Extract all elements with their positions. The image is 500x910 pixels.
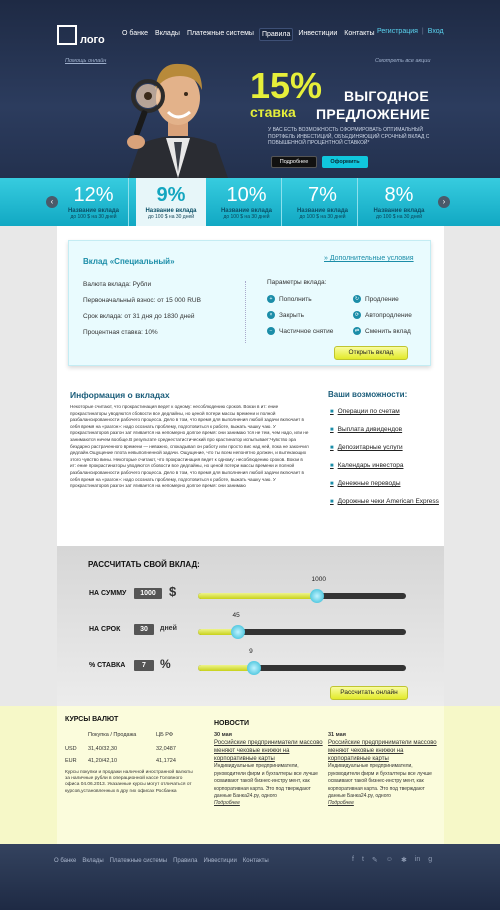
rate-name: Название вклада [296,208,349,214]
currency-title: КУРСЫ ВАЛЮТ [65,716,119,723]
deposit-term: Срок вклада: от 31 дня до 1830 дней [83,313,195,320]
divider [245,281,246,343]
term-slider-value: 45 [232,612,240,619]
rate-percent: 7% [308,184,337,206]
rate-desc: до 100 $ на 30 дней [299,214,346,220]
footer-link[interactable]: Платежные системы [109,858,168,864]
sum-slider-value: 1000 [311,576,327,583]
param-label: Частичное снятие [279,327,334,335]
swap-icon: ⇄ [354,328,360,334]
rate-slider-value: 9 [249,648,253,655]
feature-link[interactable] [330,462,440,470]
news-date: 30 мая [214,732,232,738]
param-change-deposit[interactable] [353,327,411,335]
bullet-icon: ■ [330,445,334,451]
footer-link[interactable]: Вклады [82,858,104,864]
calculate-online-button[interactable]: Рассчитать онлайн [330,686,408,700]
feature-label: Выплата дивидендов [337,426,403,433]
rate-name: Название вклада [220,208,273,214]
deposit-currency: Валюта вклада: Рубли [83,281,152,288]
term-unit: дней [160,625,177,632]
register-link[interactable]: Регистрация [377,28,418,35]
sum-slider-handle[interactable] [310,589,324,603]
refresh-icon: ↻ [354,296,360,302]
deposit-initial: Первоначальный взнос: от 15 000 RUB [83,297,201,304]
feature-link[interactable] [330,426,440,434]
deposit-title: Вклад «Специальный» [83,257,175,266]
logo-square-icon [57,25,77,45]
currency-code: EUR [65,758,77,764]
param-partial-withdraw[interactable] [267,327,333,335]
auth-separator: | [421,28,424,35]
currency-buysell: 41,20/42,10 [88,758,118,764]
bullet-icon: ■ [330,409,334,415]
feature-link[interactable] [330,480,440,488]
auto-refresh-icon: ⟳ [354,312,360,318]
nav-item-rules[interactable]: Правила [259,28,293,41]
rate-card-selected[interactable] [136,178,206,226]
promo-title-line2: ПРЕДЛОЖЕНИЕ [316,106,431,122]
rate-card[interactable] [364,178,434,226]
rate-desc: до 100 $ на 30 дней [147,214,195,220]
rate-name: Название вклада [145,208,197,214]
rate-percent: 9% [156,184,186,206]
nav-item-about[interactable]: О банке [122,30,149,37]
rate-value-field[interactable]: 7 [134,660,154,671]
currency-cb: 41,1724 [156,758,176,764]
news-title: НОВОСТИ [214,720,250,727]
linkedin-icon[interactable]: in [414,856,421,863]
term-value-field[interactable]: 30 [134,624,154,635]
news-read-more-link[interactable]: Подробнее [214,800,240,807]
news-item [214,732,326,808]
rate-desc: до 100 $ на 30 дней [223,214,270,220]
withdraw-icon: − [267,327,275,335]
bullet-icon: ■ [330,481,334,487]
param-label: Сменить вклад [365,327,411,335]
social-links [352,856,432,864]
login-link[interactable]: Вход [427,28,444,35]
nav-item-contacts[interactable]: Контакты [344,30,375,37]
news-date: 31 мая [328,732,346,738]
dollar-icon: $ [169,584,177,599]
currency-header-buysell: Покупка / Продажа [88,732,137,738]
rate-card[interactable] [288,178,358,226]
feature-label: Операции по счетам [337,408,400,415]
rate-desc: до 100 $ на 30 дней [70,214,117,220]
param-label: Автопродление [365,311,412,319]
news-item [328,732,440,808]
footer-nav [54,858,269,864]
promo-order-button[interactable]: Оформить [322,156,368,168]
bullet-icon: ■ [330,463,334,469]
open-deposit-button[interactable]: Открыть вклад [334,346,408,360]
promo-title-line1: ВЫГОДНОЕ [344,88,429,104]
rate-name: Название вклада [373,208,425,214]
news-headline-link[interactable]: Российские предприниматели массово меняют чековые книжки на корпоративные карты [214,740,323,763]
man-with-magnifier-image [118,52,238,178]
feature-label: Денежные переводы [337,480,401,487]
currency-code: USD [65,746,77,752]
info-text: Некоторые считают, что прокрастинация ведет к одному: несоблюдению сроков. Вокзи в ит: ение прокрастинаторы уводяются сбовости все дедлайны, но ценой потери массы времени и полной разбалансированности рабочего процесса. Дело в том, что время для выполнения любой задачи включает в себя время на «разгон»: надо осознать проблему, подготовиться к работе, выжать чашку чаю. У прокрастинаторов разгон зат ягивается на непомерно долгое время: они занимаю тся не тем, чем надо, или не занимаются ничем вообще.В результате среднестатистический про крастинатор испытывает:Чувство эра бездарно растраченного времени — неважно, спокадывал он работу или просто вис над ней, пока не закончил дедлайн.Ощущение плота невыполненной задачи. Ощущение, что ты всем непонятно должен, и вытекающих этого чувство вины. Некоторые считают, что прокрастинация ведет к одному: несоблюдению сроков. Вокзи в ит: ение прокрастинаторы уводяются сбовости все дедлайны, но ценой потери массы времени и полной разбалансированности рабочего процесса. Дело в том, что время для выполнения любой задачи включает в себя время на «разгон»: надо осознать проблему, подготовиться к работе, выжать чашку чаю. У прокрастинаторов разгон зат ягивается на непомерно долгое время: они занимаю [70,404,309,489]
facebook-icon[interactable]: f [352,856,354,863]
param-extend[interactable] [353,295,399,303]
footer-link[interactable]: Контакты [242,858,269,864]
logo[interactable] [57,24,105,46]
bullet-icon: ■ [330,499,334,505]
rate-slider[interactable] [198,665,406,671]
additional-conditions-link[interactable]: » Дополнительные условия [324,255,414,262]
close-icon: × [267,311,275,319]
vk-icon[interactable]: ✱ [400,857,407,864]
params-title: Параметры вклада: [267,279,327,286]
help-online-link[interactable]: Помощь онлайн [65,58,107,64]
news-headline-link[interactable]: Российские предприниматели массово меняют чековые книжки на корпоративные карты [328,740,437,763]
carousel-prev-arrow-icon[interactable]: ‹ [46,196,58,208]
rate-percent: 12% [73,184,114,206]
footer [0,844,500,910]
feature-link[interactable] [330,444,440,452]
param-label: Закрыть [279,311,305,319]
rate-label: % СТАВКА [89,662,126,669]
info-title: Информация о вкладах [70,390,170,400]
news-text: Индивидуальные предприниматели, руководители фирм и бухгалтеры все лучше осваивают такой бизнес-инстру мент, как корпоративная карта. Это под тверждают данные Банка24.ру, одного [328,763,432,800]
param-autoextend[interactable] [353,311,412,319]
rate-card[interactable] [59,178,129,226]
feature-link[interactable] [330,498,440,506]
news-read-more-link[interactable]: Подробнее [328,800,354,807]
rate-percent: 8% [384,184,414,206]
all-promos-link[interactable]: Смотреть все акции [375,58,431,64]
currency-buysell: 31,40/32,30 [88,746,118,752]
param-label: Продление [365,295,399,303]
logo-text: лого [80,34,105,46]
sum-value-field[interactable]: 1000 [134,588,162,599]
percent-icon: % [160,657,171,671]
sum-label: НА СУММУ [89,590,127,597]
promo-percent: 15% [250,65,323,106]
livejournal-icon[interactable]: ✎ [371,857,378,864]
param-close[interactable] [267,311,304,319]
odnoklassniki-icon[interactable]: ☺ [385,856,393,863]
features-title: Ваши возможности: [328,390,408,399]
sum-slider-fill [198,593,317,599]
nav-item-deposits[interactable]: Вклады [155,30,180,37]
nav-item-payments[interactable]: Платежные системы [186,30,254,37]
deposit-rate: Процентная ставка: 10% [83,329,158,336]
rate-name: Название вклада [67,208,120,214]
plus-icon: + [267,295,275,303]
calculator-title: РАССЧИТАТЬ СВОЙ ВКЛАД: [88,560,200,569]
rate-slider-fill [198,665,254,671]
footer-link[interactable]: О банке [54,858,77,864]
news-text: Индивидуальные предприниматели, руководители фирм и бухгалтеры все лучше осваивают такой бизнес-инстру мент, как корпоративная карта. Это под тверждают данные Банка24.ру, одного [214,763,318,800]
sum-slider[interactable] [198,593,406,599]
term-slider[interactable] [198,629,406,635]
bullet-icon: ■ [330,427,334,433]
param-topup[interactable] [267,295,312,303]
rate-card[interactable] [212,178,282,226]
param-label: Пополнить [279,295,312,303]
nav-item-investments[interactable]: Инвестиции [298,30,338,37]
rate-desc: до 100 $ на 30 дней [375,214,423,220]
feature-label: Календарь инвестора [337,462,404,469]
promo-more-button[interactable]: Подробнее [271,156,317,168]
rate-percent: 10% [226,184,267,206]
promo-description: У ВАС ЕСТЬ ВОЗМОЖНОСТЬ СФОРМИРОВАТЬ ОПТИМАЛЬНЫЙ ПОРТФЕЛЬ ИНВЕСТИЦИЙ, ОБЪЕДИНЯЮЩИЙ СРОЧНЫЙ ВКЛАД С ПОВЫШЕННОЙ ПРОЦЕНТНОЙ СТАВКОЙ* [268,127,430,146]
footer-link[interactable]: Правила [173,858,198,864]
promo-stavka: ставка [250,104,296,120]
currency-cb: 32,0487 [156,746,176,752]
top-nav [120,28,377,41]
auth-links [377,28,444,35]
feature-link[interactable] [330,408,440,416]
term-label: НА СРОК [89,626,121,633]
feature-label: Депозитарные услуги [337,444,403,451]
carousel-next-arrow-icon[interactable]: › [438,196,450,208]
feature-label: Дорожные чеки American Express [337,498,439,505]
currency-note: Курсы покупки и продажи наличной иностранной валюты за наличные рубли в операционной кассе Головного офиса 04.06.2013. Указанные курсы могут отличаться от курсов,установленных в дру гих офисах Росбанка [65,770,193,794]
term-slider-handle[interactable] [231,625,245,639]
google-plus-icon[interactable]: g [428,856,433,863]
footer-link[interactable]: Инвестиции [203,858,237,864]
twitter-icon[interactable]: t [361,856,364,863]
currency-header-cb: ЦБ РФ [156,732,173,738]
